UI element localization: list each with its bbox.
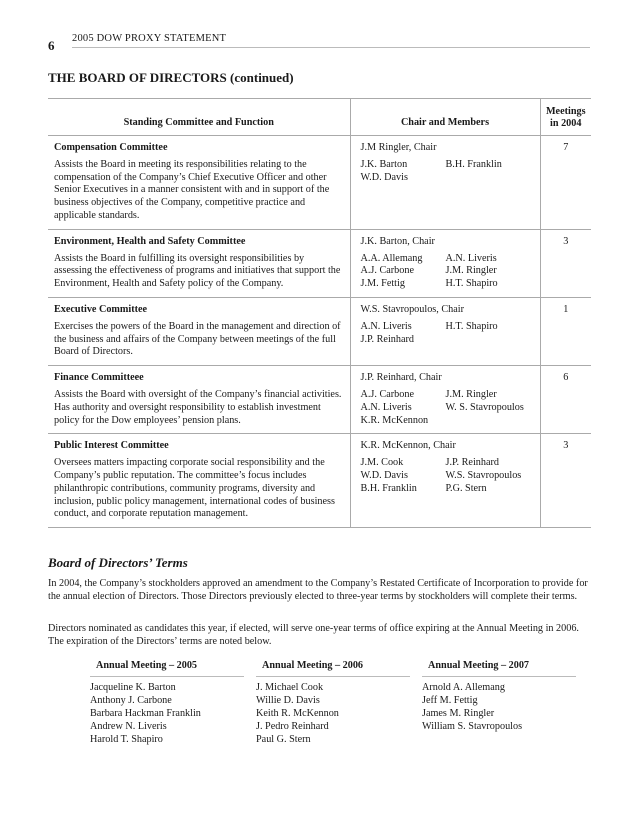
committee-chair: J.P. Reinhard, Chair	[360, 372, 442, 384]
committee-member: J.M. Ringler	[445, 388, 497, 400]
committee-name: Executive Committee	[54, 303, 148, 315]
committee-member: B.H. Franklin	[360, 482, 417, 494]
committee-member: A.A. Allemang	[360, 252, 423, 264]
committee-chair-cell	[350, 297, 540, 365]
committee-meetings: 3	[540, 229, 591, 297]
director-name: J. Pedro Reinhard	[256, 721, 329, 732]
term-column	[422, 659, 588, 746]
committee-member: J.M. Cook	[360, 457, 404, 469]
committee-chair: K.R. McKennon, Chair	[360, 440, 456, 452]
committee-description: Exercises the powers of the Board in the management and direction of the business and affairs of the Company between meetings of the full Board of Directors.	[54, 320, 341, 358]
term-column-heading: Annual Meeting – 2006	[256, 659, 410, 677]
committee-chair: J.K. Barton, Chair	[360, 235, 435, 247]
committee-chair: J.M Ringler, Chair	[360, 142, 437, 153]
committee-member: A.J. Carbone	[360, 265, 414, 277]
committee-member: P.G. Stern	[445, 482, 487, 494]
committee-members	[361, 159, 534, 185]
director-name: Jeff M. Fettig	[422, 695, 478, 706]
committee-members	[361, 389, 534, 427]
committee-member: J.M. Fettig	[360, 278, 405, 290]
committee-function-cell	[48, 366, 350, 434]
header-rule	[72, 47, 590, 48]
committee-meetings: 1	[540, 297, 591, 365]
committee-function-cell	[48, 229, 350, 297]
header-function: Standing Committee and Function	[48, 99, 350, 136]
committee-member: H.T. Shapiro	[445, 320, 498, 332]
director-name: William S. Stavropoulos	[422, 721, 523, 732]
term-column	[90, 659, 256, 746]
header-meetings-line2: in 2004	[550, 118, 582, 129]
committee-member: A.J. Carbone	[360, 388, 414, 400]
director-name: Arnold A. Allemang	[422, 682, 505, 693]
committee-member: B.H. Franklin	[445, 158, 502, 170]
committee-members	[361, 253, 534, 291]
committee-chair-cell	[350, 229, 540, 297]
committee-member: A.N. Liveris	[360, 401, 412, 413]
table-row	[48, 229, 591, 297]
table-row	[48, 434, 591, 528]
committee-chair-cell	[350, 434, 540, 528]
header-chair: Chair and Members	[350, 99, 540, 136]
committee-description: Assists the Board with oversight of the Company’s financial activities. Has authority and oversight responsibility to establish investment policy for the Dow employees’ pension plans.	[54, 388, 342, 426]
table-row	[48, 136, 591, 230]
committee-member: A.N. Liveris	[360, 320, 412, 332]
committee-member: K.R. McKennon	[360, 414, 429, 426]
director-name: Anthony J. Carbone	[90, 695, 172, 706]
committee-members	[361, 457, 534, 495]
term-column-heading: Annual Meeting – 2007	[422, 659, 576, 677]
director-name: Keith R. McKennon	[256, 708, 339, 719]
committee-members	[361, 321, 534, 347]
committee-meetings: 3	[540, 434, 591, 528]
committee-description: Oversees matters impacting corporate social responsibility and the Company’s public reputation. The committee’s focus includes philanthropic contributions, community programs, diversity and inclusion, public policy management, international codes of business conduct, and corporate reputation management.	[54, 457, 335, 520]
table-header-row	[48, 99, 591, 136]
committee-member: J.M. Ringler	[445, 265, 497, 277]
committee-chair-cell	[350, 366, 540, 434]
committee-rows	[48, 136, 591, 528]
term-column	[256, 659, 422, 746]
committee-member: J.P. Reinhard	[445, 457, 499, 469]
committee-member: W. S. Stavropoulos	[445, 401, 524, 413]
running-header: 2005 DOW PROXY STATEMENT	[72, 33, 227, 44]
committee-member: J.P. Reinhard	[360, 333, 414, 345]
committee-member: W.D. Davis	[360, 469, 408, 481]
committee-function-cell	[48, 434, 350, 528]
committee-chair: W.S. Stavropoulos, Chair	[360, 303, 464, 315]
header-meetings-line1: Meetings	[545, 106, 586, 117]
committee-chair-cell	[350, 136, 540, 230]
committee-name: Compensation Committee	[54, 142, 168, 153]
terms-paragraph-2: Directors nominated as candidates this year, if elected, will serve one-year terms of office expiring at the Annual Meeting in 2006. The expiration of the Directors’ terms are noted below.	[48, 623, 579, 647]
committee-table	[48, 98, 591, 528]
term-column-heading: Annual Meeting – 2005	[90, 659, 244, 677]
director-name: Jacqueline K. Barton	[90, 682, 176, 693]
terms-title: Board of Directors’ Terms	[48, 555, 188, 570]
terms-grid	[90, 659, 588, 746]
committee-function-cell	[48, 297, 350, 365]
terms-paragraph-1: In 2004, the Company’s stockholders approved an amendment to the Company’s Restated Certificate of Incorporation to provide for the annual election of Directors. Those Directors previously elected to three-year terms by stockholders will complete their terms.	[48, 578, 588, 602]
committee-description: Assists the Board in meeting its responsibilities relating to the compensation of the Company’s Chief Executive Officer and other Senior Executives in a manner consistent with and in support of the business objectives of the Company, competitive practice and applicable standards.	[54, 158, 330, 221]
committee-member: A.N. Liveris	[445, 252, 497, 264]
committee-member: H.T. Shapiro	[445, 278, 498, 290]
committee-meetings: 7	[540, 136, 591, 230]
director-name: Andrew N. Liveris	[90, 721, 167, 732]
committee-member: J.K. Barton	[360, 158, 408, 170]
committee-member: W.D. Davis	[360, 171, 408, 183]
director-name: Harold T. Shapiro	[90, 734, 163, 745]
section-title: THE BOARD OF DIRECTORS (continued)	[48, 70, 294, 85]
committee-name: Finance Committeee	[54, 372, 144, 384]
committee-function-cell	[48, 136, 350, 230]
committee-name: Environment, Health and Safety Committee	[54, 235, 246, 247]
director-name: Willie D. Davis	[256, 695, 320, 706]
page-number: 6	[48, 38, 55, 53]
director-name: Paul G. Stern	[256, 734, 311, 745]
committee-description: Assists the Board in fulfilling its oversight responsibilities by assessing the effectiveness of programs and initiatives that support the Environment, Health and Safety policy of the Company.	[54, 252, 341, 290]
table-row	[48, 366, 591, 434]
committee-meetings: 6	[540, 366, 591, 434]
director-name: James M. Ringler	[422, 708, 495, 719]
table-row	[48, 297, 591, 365]
header-meetings	[540, 99, 591, 136]
director-name: J. Michael Cook	[256, 682, 324, 693]
committee-member: W.S. Stavropoulos	[445, 469, 522, 481]
committee-name: Public Interest Committee	[54, 440, 169, 452]
director-name: Barbara Hackman Franklin	[90, 708, 201, 719]
